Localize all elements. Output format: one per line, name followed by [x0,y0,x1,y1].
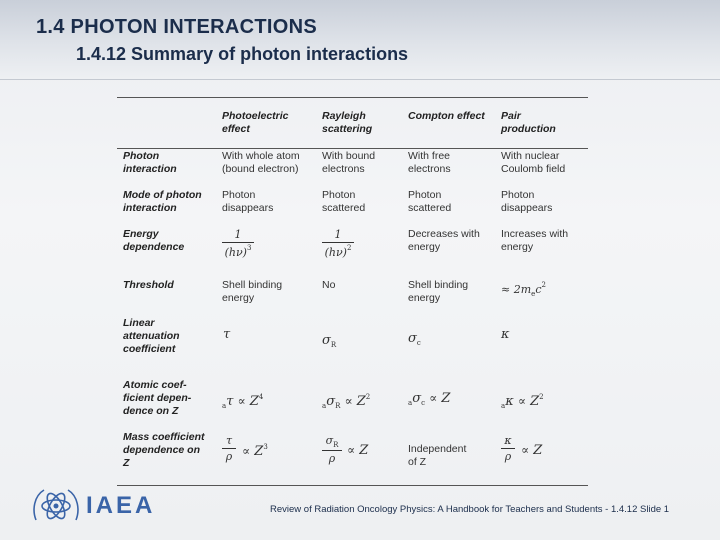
col-header-photoelectric: Photoelectric effect [222,110,289,135]
linear-pe-tau: τ [223,327,231,342]
cell-energy-pair: Increases with energy [501,228,569,253]
row-head-energy: Energy dependence [123,228,185,253]
mass-pair-dependence: ∝ Z [521,443,543,458]
cell-threshold-rayleigh: No [322,279,336,291]
cell-mode-rayleigh: Photon scattered [322,189,366,214]
col-header-pair: Pair production [501,110,556,135]
row-head-linear: Linear attenuation coefficient [123,317,180,355]
col-header-rayleigh: Rayleigh scattering [322,110,373,135]
row-head-atomic: Atomic coef- ficient depen- dence on Z [123,379,192,417]
linear-compton-sigma: $\sigma_c$ [408,331,421,347]
cell-energy-compton: Decreases with energy [408,228,480,253]
linear-rayleigh-sigma: $\sigma_R$ [322,333,337,349]
slide-subtitle: 1.4.12 Summary of photon interactions [76,44,409,64]
cell-mode-compton: Photon scattered [408,189,452,214]
cell-interaction-pair: With nuclear Coulomb field [501,150,566,175]
table-top-rule [117,97,588,98]
slide-title: 1.4 PHOTON INTERACTIONS [36,16,318,38]
cell-interaction-compton: With free electrons [408,150,451,175]
row-head-photon-interaction: Photon interaction [123,150,177,175]
threshold-pair-formula: ≈ $2m_ec^2$ [501,281,546,298]
linear-pair-kappa: κ [501,327,510,342]
atomic-compton-formula: $_a\sigma_c \propto Z$ [408,391,451,407]
atomic-pair-formula: $_a\kappa \propto Z^2$ [501,393,544,410]
iaea-logo-text: IAEA [86,492,156,519]
footer-citation: Review of Radiation Oncology Physics: A Handbook for Teachers and Students - 1.4.12 Slide 1 [270,504,670,515]
mass-rayleigh-fraction: $\sigma_R$ ρ [322,434,342,465]
cell-interaction-pe: With whole atom (bound electron) [222,150,300,175]
mass-pe-dependence: ∝ $Z^3$ [242,443,268,459]
cell-threshold-compton: Shell binding energy [408,279,469,304]
row-head-mass: Mass coefficient dependence on Z [123,431,205,469]
row-head-threshold: Threshold [123,279,174,291]
col-header-compton: Compton effect [408,110,485,122]
atomic-pe-formula: $_a\tau \propto Z^4$ [222,393,264,410]
mass-rayleigh-dependence: ∝ Z [347,443,369,458]
cell-mode-pair: Photon disappears [501,189,553,214]
header-band [0,0,720,80]
mass-pair-fraction: κ ρ [501,434,515,463]
cell-mass-compton: Independent of Z [408,443,467,468]
atomic-rayleigh-formula: $_a\sigma_R \propto Z^2$ [322,393,371,410]
cell-interaction-rayleigh: With bound electrons [322,150,376,175]
table-header-rule [117,148,588,149]
energy-rayleigh-fraction: 1 $(h\nu)^2$ [322,228,354,259]
cell-threshold-pe: Shell binding energy [222,279,283,304]
cell-mode-pe: Photon disappears [222,189,274,214]
row-head-mode: Mode of photon interaction [123,189,202,214]
energy-pe-fraction: 1 $(h\nu)^3$ [222,228,254,259]
table-bottom-rule [117,485,588,486]
mass-pe-fraction: τ ρ [222,434,236,463]
